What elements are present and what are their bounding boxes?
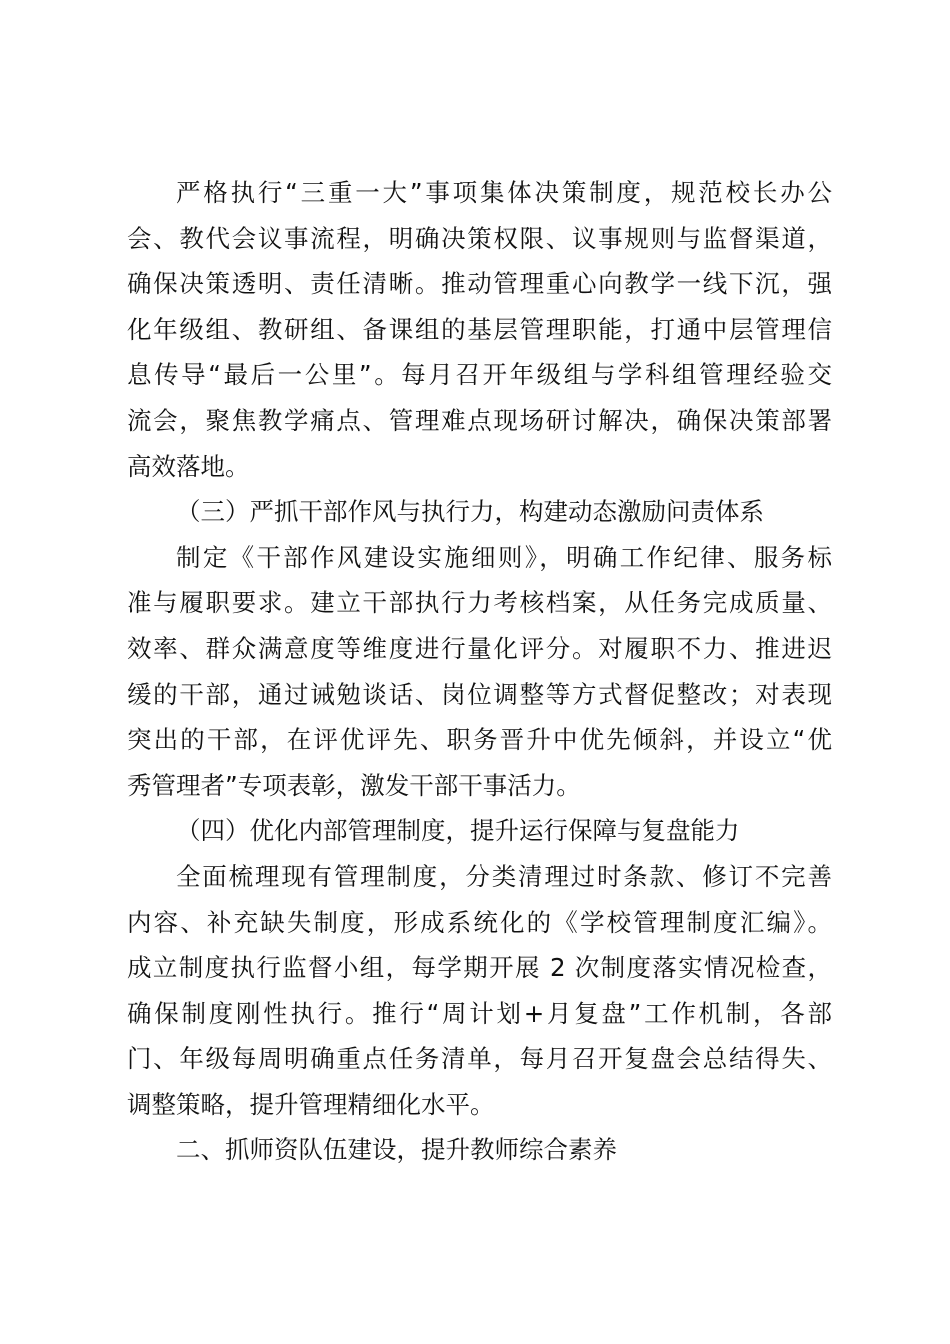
paragraph-line: 成立制度执行监督小组，每学期开展 2 次制度落实情况检查， (127, 953, 832, 983)
paragraph-line: 化年级组、教研组、备课组的基层管理职能，打通中层管理信 (127, 314, 832, 344)
paragraph-line: 调整策略，提升管理精细化水平。 (127, 1089, 495, 1119)
paragraph-line: 息传导“最后一公里”。每月召开年级组与学科组管理经验交 (127, 360, 832, 390)
paragraph-line: 准与履职要求。建立干部执行力考核档案，从任务完成质量、 (127, 588, 832, 618)
paragraph-line: 秀管理者”专项表彰，激发干部干事活力。 (127, 770, 581, 800)
paragraph-line: 制定《干部作风建设实施细则》，明确工作纪律、服务标 (176, 542, 832, 572)
section-heading-2: 二、抓师资队伍建设，提升教师综合素养 (176, 1135, 617, 1165)
paragraph-line: 门、年级每周明确重点任务清单，每月召开复盘会总结得失、 (127, 1044, 832, 1074)
paragraph-line: 缓的干部，通过诫勉谈话、岗位调整等方式督促整改；对表现 (127, 679, 832, 709)
paragraph-line: 高效落地。 (127, 451, 250, 481)
section-heading-3: （三）严抓干部作风与执行力，构建动态激励问责体系 (176, 497, 764, 527)
paragraph-cadre-style (127, 535, 832, 809)
paragraph-line: 全面梳理现有管理制度，分类清理过时条款、修订不完善 (176, 861, 832, 891)
paragraph-line: 严格执行“三重一大”事项集体决策制度，规范校长办公 (176, 178, 832, 207)
paragraph-management-rules (127, 854, 832, 1128)
paragraph-line: 效率、群众满意度等维度进行量化评分。对履职不力、推进迟 (127, 633, 832, 663)
paragraph-line: 确保决策透明、责任清晰。推动管理重心向教学一线下沉，强 (127, 269, 832, 299)
paragraph-line: 确保制度刚性执行。推行“周计划+月复盘”工作机制，各部 (127, 998, 832, 1028)
section-heading-4: （四）优化内部管理制度，提升运行保障与复盘能力 (176, 816, 740, 846)
paragraph-line: 会、教代会议事流程，明确决策权限、议事规则与监督渠道， (127, 223, 832, 253)
paragraph-decision-system (127, 170, 832, 489)
paragraph-line: 突出的干部，在评优评先、职务晋升中优先倾斜，并设立“优 (127, 725, 832, 755)
paragraph-line: 流会，聚焦教学痛点、管理难点现场研讨解决，确保决策部署 (127, 405, 832, 435)
document-body (127, 170, 832, 1173)
paragraph-line: 内容、补充缺失制度，形成系统化的《学校管理制度汇编》。 (127, 907, 832, 937)
